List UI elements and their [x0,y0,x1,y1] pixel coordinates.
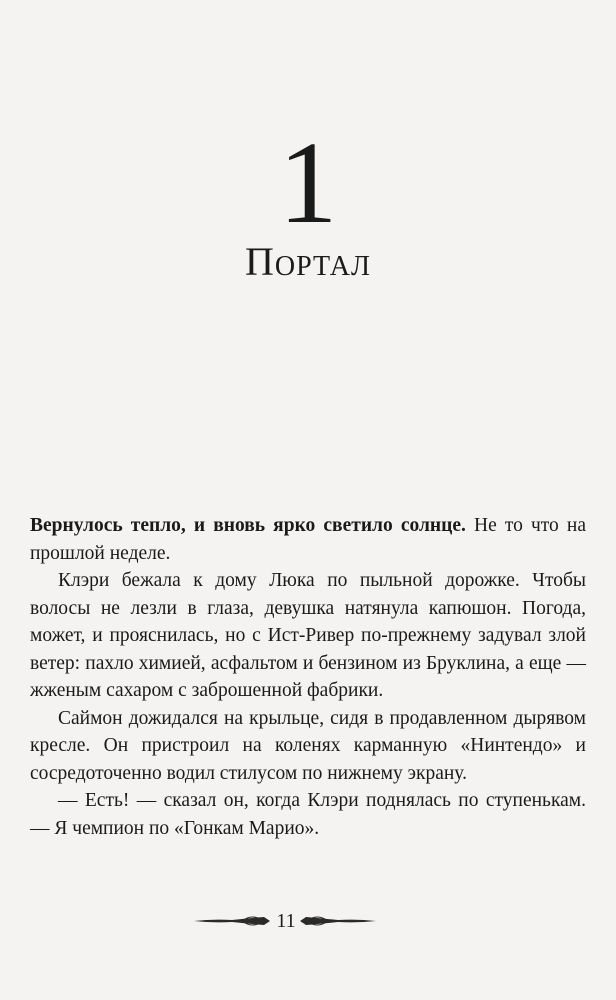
lead-bold-text: Вернулось тепло, и вновь ярко светило солнце. [30,515,466,536]
paragraph: — Есть! — сказал он, когда Клэри поднялась по ступенькам. — Я чемпион по «Гонкам Марио». [30,790,586,839]
chapter-title: Портал [245,239,371,284]
chapter-number: 1 [278,117,338,248]
left-flourish-ornament-icon [192,914,272,928]
right-flourish-ornament-icon [298,914,378,928]
paragraph: Клэри бежала к дому Люка по пыльной дорожке. Чтобы волосы не лезли в глаза, девушка натянула капюшон. Погода, может, и прояснилась, но с Ист-Ривер по-прежнему задувал злой ветер: пахло химией, асфальтом и бензином из Бруклина, а еще — жженым сахаром с заброшенной фабрики. [30,570,586,701]
paragraph: Саймон дожидался на крыльце, сидя в продавленном дырявом кресле. Он пристроил на коленях карманную «Нинтендо» и сосредоточенно водил стилусом по нижнему экрану. [30,707,586,784]
page-number: 11 [276,910,296,932]
lead-rest-text: Не то что на прошлой неделе. [30,515,586,564]
paragraph-lead [30,512,586,567]
chapter-body [30,512,586,842]
page-footer [0,904,616,940]
